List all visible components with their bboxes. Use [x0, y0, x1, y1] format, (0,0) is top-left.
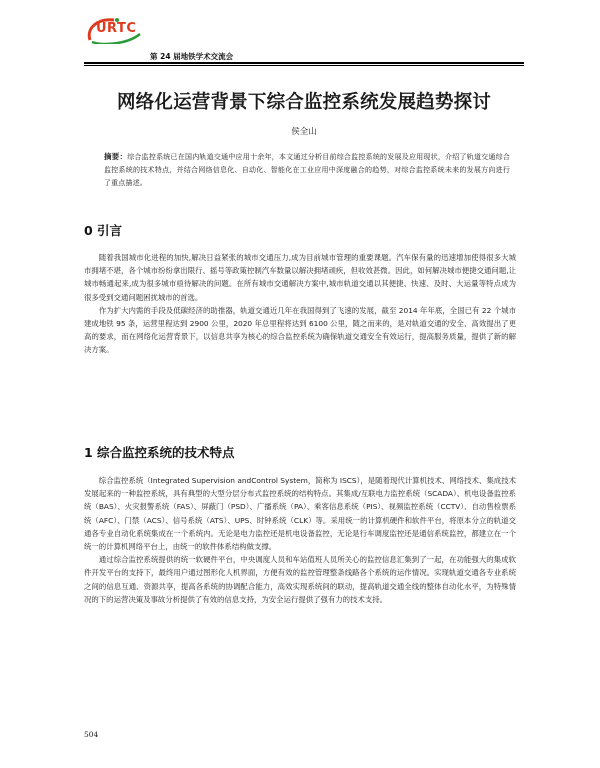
abstract-label: 摘要：	[104, 152, 128, 161]
paragraph: 随着我国城市化进程的加快,解决日益紧张的城市交通压力,成为目前城市管理的重要课题。汽车保有量的迅速增加使得很多大城市拥堵不堪，各个城市纷纷拿出限行、摇号等政策控制汽车数量以解决拥堵顽疾，但收效甚微。因此，如何解决城市便捷交通问题,让城市畅通起来,成为很多城市亟待解决的问题。在所有城市交通解决方案中,城市轨道交通以其便捷、快速、及时、大运量等特点成为很多受到交通问题困扰城市的首选。	[84, 253, 516, 302]
conference-name: 第 24 届地铁学术交流会	[150, 52, 234, 61]
abstract-text: 综合监控系统已在国内轨道交通中应用十余年，本文通过分析目前综合监控系统的发展及应用现状，介绍了轨道交通综合监控系统的技术特点，并结合网络信息化、自动化、智能化在工业应用中深度融合的趋势，对综合监控系统未来的发展方向进行了重点描述。	[104, 153, 511, 187]
author: 侯全山	[291, 127, 317, 137]
page-number: 504	[84, 730, 99, 739]
header-rule-thin	[84, 65, 524, 66]
paragraph: 作为扩大内需的手段及低碳经济的助推器，轨道交通近几年在我国得到了飞速的发展，截至 2014 年年底，全国已有 22 个城市建成地铁 95 条，运营里程达到 2900 公里，2020 年总里程将达到 6100 公里，随之而来的，是对轨道交通的安全、高效提出了更高的要求，而在网络化运营背景下，以信息共享为核心的综合监控系统为确保轨道交通安全有效运行，提高服务质量，提供了新的解决方案。	[84, 305, 516, 355]
paper-title: 网络化运营背景下综合监控系统发展趋势探讨	[116, 92, 491, 113]
abstract	[104, 150, 510, 190]
paragraph: 综合监控系统（Integrated Supervision andControl System，简称为 ISCS），是随着现代计算机技术、网络技术、集成技术发展起来的一种监控系统，具有典型的大型分层分布式监控系统的结构特点。其集成/互联电力监控系统（SCADA）、机电设备监控系统（BAS）、火灾报警系统（FAS）、屏蔽门（PSD）、广播系统（PA）、乘客信息系统（PIS）、视频监控系统（CCTV）、自动售检票系统（AFC）、门禁（ACS）、信号系统（ATS）、UPS、时钟系统（CLK）等。采用统一的计算机硬件和软件平台，将原本分立的轨道交通各专业自动化系统集成在一个系统内。无论是电力监控还是机电设备监控，无论是行车调度监控还是通信系统监控，都建立在一个统一的计算机网络平台上，由统一的软件体系结构做支撑。	[84, 476, 516, 552]
section-heading-intro: 0 引言	[84, 223, 123, 238]
section-body-features	[84, 474, 516, 606]
paragraph: 通过综合监控系统提供的统一软硬件平台，中央调度人员和车站值班人员所关心的监控信息汇集到了一起，在功能强大的集成软件开发平台的支持下，最终用户通过图形化人机界面，方便有效的监控管理整条线路各个系统的运作情况。实现轨道交通各专业系统之间的信息互通、资源共享，提高各系统的协调配合能力，高效实现系统间的联动，提高轨道交通全线的整体自动化水平，为特殊情况的下的运营决策及事故分析提供了有效的信息支持，为安全运行提供了强有力的技术支持。	[84, 555, 516, 604]
header-rule	[84, 62, 524, 64]
section-body-intro	[84, 251, 516, 357]
logo-text: URTC	[96, 21, 137, 36]
section-heading-features: 1 综合监控系统的技术特点	[84, 445, 235, 460]
